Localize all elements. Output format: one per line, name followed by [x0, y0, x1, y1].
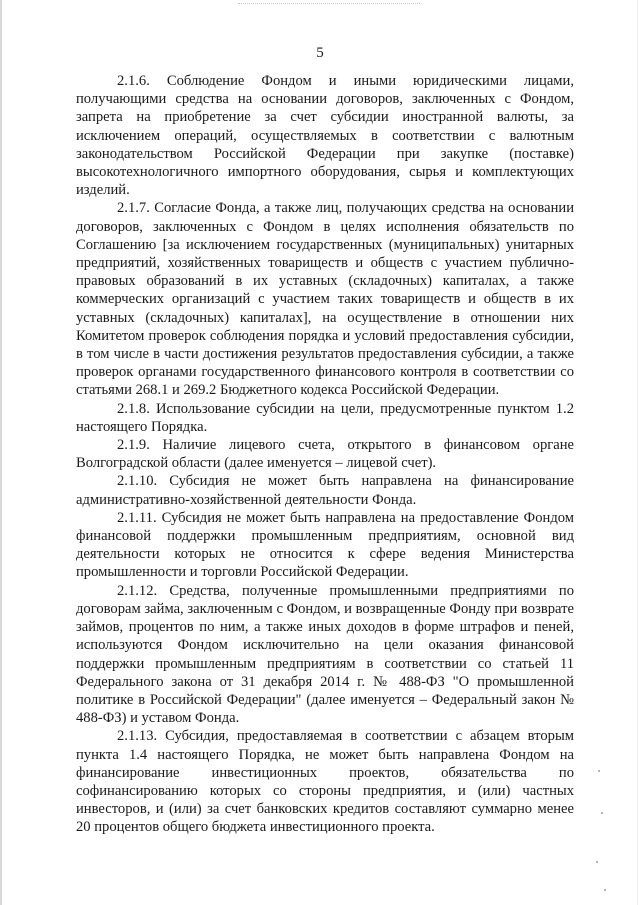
page-number: 5 — [316, 45, 324, 61]
scan-left-edge — [0, 0, 2, 905]
paragraph-2-1-9: 2.1.9. Наличие лицевого счета, открытого в финансовом органе Волгоградской области (далее именуется – лицевой счет). — [76, 437, 574, 472]
paragraph-2-1-8: 2.1.8. Использование субсидии на цели, предусмотренные пунктом 1.2 настоящего Порядка. — [76, 400, 574, 435]
scan-right-edge — [637, 0, 638, 905]
scan-speck — [596, 861, 598, 863]
scan-speck — [604, 889, 606, 891]
document-body — [76, 72, 574, 837]
paragraph-2-1-10: 2.1.10. Субсидия не может быть направлена на финансирование административно-хозяйственной деятельности Фонда. — [76, 473, 574, 508]
scan-top-mark — [238, 3, 420, 8]
paragraph-2-1-12: 2.1.12. Средства, полученные промышленными предприятиями по договорам займа, заключенным с Фондом, и возвращенные Фонду при возврате займов, процентов по ним, а также иных доходов в форме штрафов и пеней, используются Фондом исключительно на цели оказания финансовой поддержки промышленным предприятиям в соответствии со статьей 11 Федерального закона от 31 декабря 2014 г. № 488-ФЗ "О промышленной политике в Российской Федерации" (далее именуется – Федеральный закон № 488-ФЗ) и уставом Фонда. — [76, 582, 574, 727]
scan-speck — [598, 770, 600, 772]
scan-speck — [601, 812, 603, 814]
paragraph-2-1-11: 2.1.11. Субсидия не может быть направлена на предоставление Фондом финансовой поддержки промышленным предприятиям, основной вид деятельности которых не относится к сфере ведения Министерства промышленности и торговли Российской Федерации. — [76, 509, 574, 581]
paragraph-2-1-13: 2.1.13. Субсидия, предоставляемая в соответствии с абзацем вторым пункта 1.4 настоящего Порядка, не может быть направлена Фондом на финансирование инвестиционных проектов, обязательства по софинансированию которых со стороны предприятия, и (или) частных инвесторов, и (или) за счет банковских кредитов составляют суммарно менее 20 процентов общего бюджета инвестиционного проекта. — [76, 728, 574, 836]
paragraph-2-1-7: 2.1.7. Согласие Фонда, а также лиц, получающих средства на основании договоров, заключенных с Фондом в целях исполнения обязательств по Соглашению [за исключением государственных (муниципальных) унитарных предприятий, хозяйственных товариществ и обществ с участием публично-правовых образований в их уставных (складочных) капиталах, а также коммерческих организаций с участием таких товариществ и обществ в их уставных (складочных) капиталах], на осуществление в отношении них Комитетом проверок соблюдения порядка и условий предоставления субсидии, в том числе в части достижения результатов предоставления субсидии, а также проверок органами государственного финансового контроля в соответствии со статьями 268.1 и 269.2 Бюджетного кодекса Российской Федерации. — [76, 200, 574, 399]
paragraph-2-1-6: 2.1.6. Соблюдение Фондом и иными юридическими лицами, получающими средства на основании договоров, заключенных с Фондом, запрета на приобретение за счет субсидии иностранной валюты, за исключением операций, осуществляемых в соответствии с валютным законодательством Российской Федерации при закупке (поставке) высокотехнологичного импортного оборудования, сырья и комплектующих изделий. — [76, 73, 574, 199]
